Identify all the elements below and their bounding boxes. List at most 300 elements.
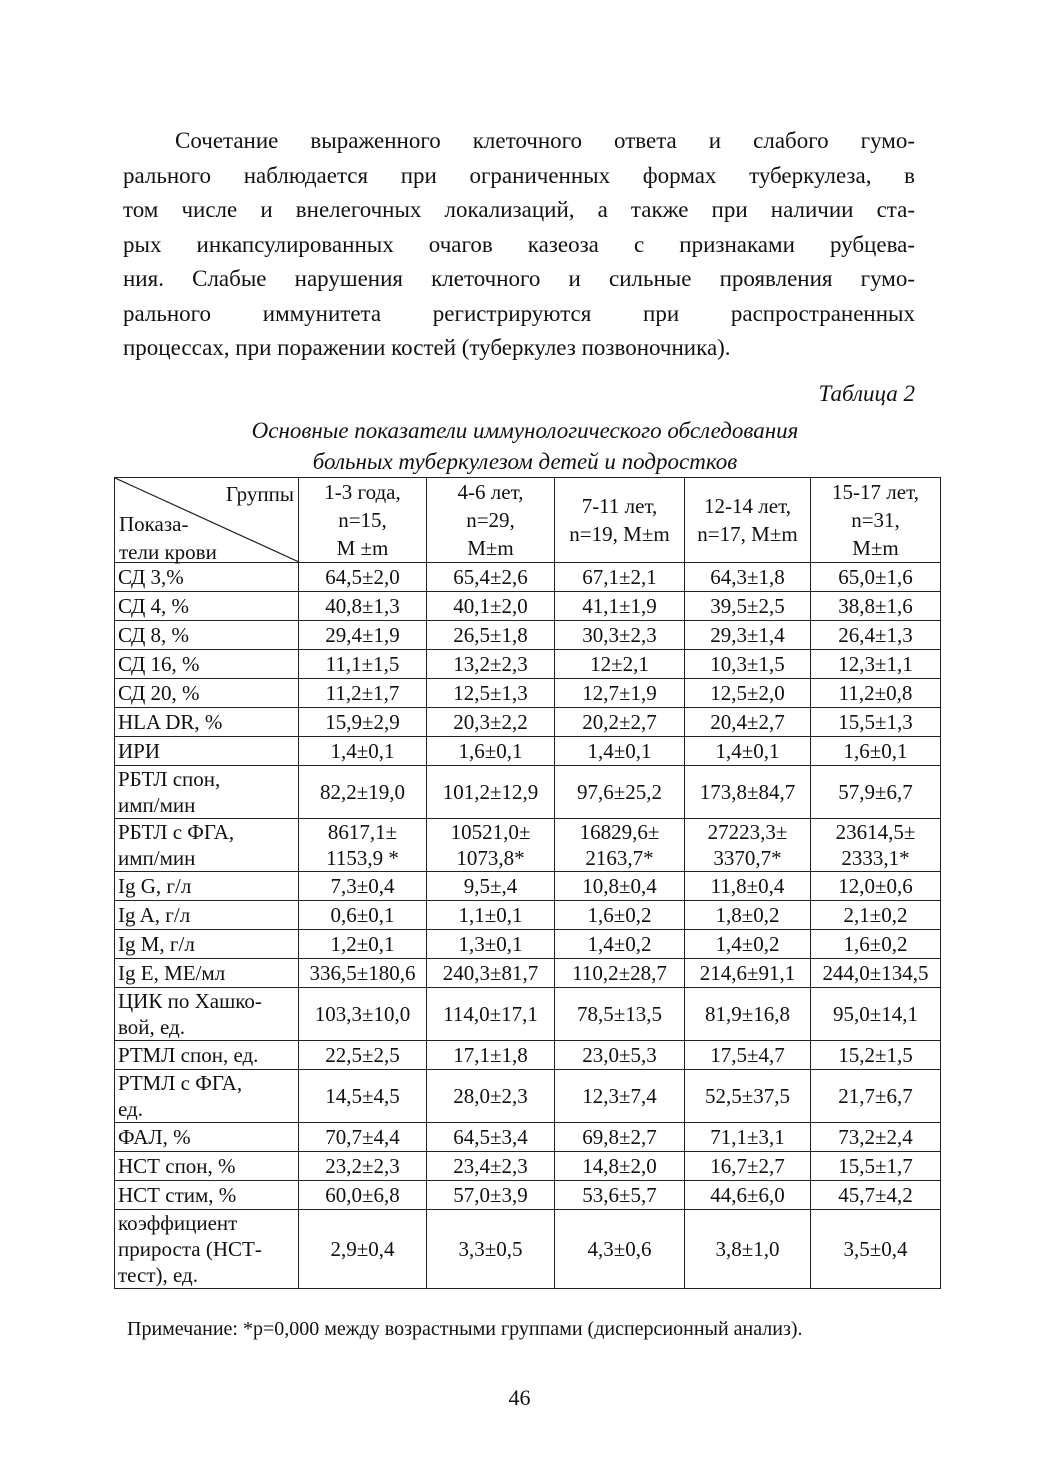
row-label-line: прироста (НСТ- <box>118 1237 262 1261</box>
value-cell <box>555 650 685 679</box>
value-cell <box>685 1070 811 1123</box>
row-label-cell <box>115 679 299 708</box>
value-line: 16,7±2,7 <box>710 1154 785 1178</box>
value-cell <box>427 872 555 901</box>
value-cell <box>299 766 427 819</box>
value-cell <box>685 563 811 592</box>
value-line: 103,3±10,0 <box>314 1002 411 1026</box>
table-row <box>115 819 941 872</box>
value-cell <box>685 1123 811 1152</box>
value-cell <box>299 1181 427 1210</box>
value-cell <box>811 737 941 766</box>
value-cell <box>811 1070 941 1123</box>
row-label-line: ИРИ <box>118 739 161 763</box>
value-cell <box>555 819 685 872</box>
value-cell <box>811 1210 941 1289</box>
table-row <box>115 1123 941 1152</box>
row-label-cell <box>115 1181 299 1210</box>
value-cell <box>427 708 555 737</box>
value-cell <box>555 592 685 621</box>
value-cell <box>811 708 941 737</box>
table-row <box>115 959 941 988</box>
column-header-line: M±m <box>852 536 899 560</box>
value-line: 65,0±1,6 <box>838 565 913 589</box>
value-cell <box>811 679 941 708</box>
table-row <box>115 592 941 621</box>
value-cell <box>299 1070 427 1123</box>
row-label-cell <box>115 930 299 959</box>
value-cell <box>555 1070 685 1123</box>
row-label-line: ФАЛ, % <box>118 1125 191 1149</box>
value-cell <box>685 819 811 872</box>
value-line: 23,0±5,3 <box>582 1043 657 1067</box>
value-line: 41,1±1,9 <box>582 594 657 618</box>
data-table <box>114 477 941 1289</box>
value-line: 14,8±2,0 <box>582 1154 657 1178</box>
table-title-line: Основные показатели иммунологического обследования <box>251 418 799 443</box>
column-header-line: n=19, M±m <box>569 522 670 546</box>
row-label-cell <box>115 737 299 766</box>
value-line: 57,9±6,7 <box>838 780 913 804</box>
value-cell <box>811 766 941 819</box>
paragraph-line: процессах, при поражении костей (туберкулез позвоночника). <box>123 335 731 360</box>
value-line: 29,3±1,4 <box>710 623 785 647</box>
table-header-row <box>115 478 941 563</box>
table-number: Таблица 2 <box>818 381 915 406</box>
value-cell <box>427 959 555 988</box>
body-paragraph <box>123 124 915 366</box>
value-cell <box>811 650 941 679</box>
value-line: 64,5±2,0 <box>325 565 400 589</box>
row-label-line: РБТЛ с ФГА, <box>118 820 235 844</box>
value-line: 20,2±2,7 <box>582 710 657 734</box>
row-label-cell <box>115 959 299 988</box>
row-label-line: Ig M, г/л <box>118 932 195 956</box>
value-line: 12,3±1,1 <box>838 652 913 676</box>
value-line: 10,8±0,4 <box>582 874 657 898</box>
value-cell <box>299 708 427 737</box>
value-cell <box>685 708 811 737</box>
value-cell <box>427 930 555 959</box>
column-header-line: 1-3 года, <box>324 480 401 504</box>
table-row <box>115 930 941 959</box>
value-cell <box>427 650 555 679</box>
value-line: 27223,3± <box>707 820 788 844</box>
value-cell <box>427 901 555 930</box>
value-cell <box>555 1210 685 1289</box>
row-label-line: СД 3,% <box>118 565 184 589</box>
table-row <box>115 737 941 766</box>
row-label-cell <box>115 1041 299 1070</box>
row-label-line: СД 4, % <box>118 594 190 618</box>
value-line: 1,6±0,2 <box>843 932 908 956</box>
row-label-cell <box>115 1123 299 1152</box>
value-line: 44,6±6,0 <box>710 1183 785 1207</box>
value-cell <box>685 930 811 959</box>
table-row <box>115 1070 941 1123</box>
value-line: 2333,1* <box>841 846 910 870</box>
value-cell <box>299 988 427 1041</box>
paragraph-line: рального иммунитета регистрируются при распространенных <box>123 300 915 326</box>
value-line: 1,4±0,2 <box>587 932 652 956</box>
value-cell <box>811 988 941 1041</box>
value-line: 22,5±2,5 <box>325 1043 400 1067</box>
value-line: 52,5±37,5 <box>704 1084 791 1108</box>
value-line: 17,1±1,8 <box>453 1043 528 1067</box>
value-line: 7,3±0,4 <box>330 874 395 898</box>
table-title <box>115 415 935 477</box>
row-label-line: HLA DR, % <box>118 710 223 734</box>
row-label-line: РТМЛ спон, ед. <box>118 1043 259 1067</box>
value-cell <box>555 621 685 650</box>
value-line: 12±2,1 <box>590 652 649 676</box>
value-line: 1,6±0,1 <box>458 739 523 763</box>
value-cell <box>427 621 555 650</box>
corner-groups-label: Группы <box>225 482 294 506</box>
column-header-line: M ±m <box>336 536 389 560</box>
value-line: 240,3±81,7 <box>442 961 539 985</box>
table-title-line: больных туберкулезом детей и подростков <box>312 449 738 474</box>
value-line: 1,1±0,1 <box>458 903 523 927</box>
value-cell <box>555 872 685 901</box>
row-label-cell <box>115 901 299 930</box>
row-label-line: НСТ спон, % <box>118 1154 236 1178</box>
value-line: 336,5±180,6 <box>309 961 416 985</box>
value-line: 23,2±2,3 <box>325 1154 400 1178</box>
row-label-line: СД 20, % <box>118 681 200 705</box>
value-line: 244,0±134,5 <box>822 961 929 985</box>
row-label-cell <box>115 1210 299 1289</box>
value-line: 23,4±2,3 <box>453 1154 528 1178</box>
value-line: 70,7±4,4 <box>325 1125 400 1149</box>
value-cell <box>427 1041 555 1070</box>
value-line: 2,9±0,4 <box>330 1237 395 1261</box>
column-header-line: 15-17 лет, <box>832 480 919 504</box>
table-row <box>115 679 941 708</box>
row-label-line: тест), ед. <box>118 1263 198 1287</box>
value-cell <box>427 1210 555 1289</box>
value-cell <box>299 1123 427 1152</box>
value-cell <box>811 563 941 592</box>
value-cell <box>811 621 941 650</box>
value-line: 28,0±2,3 <box>453 1084 528 1108</box>
value-line: 64,3±1,8 <box>710 565 785 589</box>
value-line: 1,3±0,1 <box>458 932 523 956</box>
value-cell <box>299 737 427 766</box>
value-line: 12,3±7,4 <box>582 1084 657 1108</box>
value-line: 110,2±28,7 <box>572 961 667 985</box>
value-cell <box>685 737 811 766</box>
paragraph-line: ния. Слабые нарушения клеточного и сильные проявления гумо- <box>123 266 915 291</box>
row-label-cell <box>115 621 299 650</box>
table-row <box>115 901 941 930</box>
value-line: 11,2±1,7 <box>325 681 400 705</box>
value-line: 13,2±2,3 <box>453 652 528 676</box>
column-header-line: n=29, <box>466 508 515 532</box>
value-cell <box>685 959 811 988</box>
value-line: 40,8±1,3 <box>325 594 400 618</box>
value-line: 15,5±1,7 <box>838 1154 913 1178</box>
value-line: 8617,1± <box>327 820 398 844</box>
value-cell <box>555 766 685 819</box>
column-header-line: 4-6 лет, <box>457 480 524 504</box>
value-line: 15,9±2,9 <box>325 710 400 734</box>
value-cell <box>685 901 811 930</box>
value-cell <box>427 819 555 872</box>
value-cell <box>427 679 555 708</box>
row-label-line: Ig G, г/л <box>118 874 192 898</box>
value-line: 1153,9 * <box>326 846 399 870</box>
value-line: 2163,7* <box>585 846 654 870</box>
value-line: 65,4±2,6 <box>453 565 528 589</box>
value-line: 1,2±0,1 <box>330 932 395 956</box>
value-line: 69,8±2,7 <box>582 1125 657 1149</box>
value-line: 21,7±6,7 <box>838 1084 913 1108</box>
table-row <box>115 563 941 592</box>
value-line: 3,3±0,5 <box>458 1237 523 1261</box>
row-label-line: коэффициент <box>118 1211 238 1235</box>
value-cell <box>811 901 941 930</box>
value-cell <box>811 930 941 959</box>
table-row <box>115 1152 941 1181</box>
column-header <box>685 478 811 563</box>
value-cell <box>555 708 685 737</box>
value-cell <box>427 592 555 621</box>
value-line: 97,6±25,2 <box>576 780 663 804</box>
value-line: 95,0±14,1 <box>832 1002 919 1026</box>
value-cell <box>685 679 811 708</box>
value-cell <box>555 1123 685 1152</box>
value-line: 9,5±,4 <box>463 874 518 898</box>
value-line: 0,6±0,1 <box>330 903 395 927</box>
value-line: 12,5±1,3 <box>453 681 528 705</box>
value-line: 4,3±0,6 <box>587 1237 652 1261</box>
value-cell <box>685 650 811 679</box>
value-cell <box>299 621 427 650</box>
value-line: 12,5±2,0 <box>710 681 785 705</box>
value-line: 73,2±2,4 <box>838 1125 913 1149</box>
value-cell <box>299 959 427 988</box>
value-line: 3,8±1,0 <box>715 1237 780 1261</box>
value-line: 15,5±1,3 <box>838 710 913 734</box>
value-cell <box>685 1210 811 1289</box>
value-line: 15,2±1,5 <box>838 1043 913 1067</box>
value-cell <box>811 872 941 901</box>
paragraph-line: рального наблюдается при ограниченных формах туберкулеза, в <box>123 162 915 188</box>
value-line: 17,5±4,7 <box>710 1043 785 1067</box>
paragraph-line: Сочетание выраженного клеточного ответа и слабого гумо- <box>175 128 915 153</box>
value-line: 1,4±0,1 <box>330 739 395 763</box>
value-line: 2,1±0,2 <box>843 903 908 927</box>
value-line: 10521,0± <box>450 820 531 844</box>
value-cell <box>685 1181 811 1210</box>
value-line: 11,8±0,4 <box>710 874 785 898</box>
value-cell <box>299 1152 427 1181</box>
table-row <box>115 1210 941 1289</box>
value-cell <box>555 1152 685 1181</box>
table-row <box>115 650 941 679</box>
value-line: 23614,5± <box>835 820 916 844</box>
value-line: 57,0±3,9 <box>453 1183 528 1207</box>
row-label-cell <box>115 1070 299 1123</box>
value-line: 1073,8* <box>456 846 525 870</box>
value-line: 1,6±0,2 <box>587 903 652 927</box>
value-line: 39,5±2,5 <box>710 594 785 618</box>
value-line: 214,6±91,1 <box>699 961 796 985</box>
value-line: 20,3±2,2 <box>453 710 528 734</box>
value-cell <box>299 592 427 621</box>
row-label-line: СД 8, % <box>118 623 190 647</box>
value-cell <box>299 563 427 592</box>
value-line: 26,4±1,3 <box>838 623 913 647</box>
row-label-cell <box>115 650 299 679</box>
value-cell <box>299 872 427 901</box>
table-row <box>115 1041 941 1070</box>
value-line: 45,7±4,2 <box>838 1183 913 1207</box>
row-label-cell <box>115 766 299 819</box>
column-header <box>811 478 941 563</box>
row-label-cell <box>115 872 299 901</box>
column-header-line: M±m <box>467 536 514 560</box>
row-label-line: РТМЛ с ФГА, <box>118 1071 243 1095</box>
table-row <box>115 872 941 901</box>
value-line: 26,5±1,8 <box>453 623 528 647</box>
value-line: 29,4±1,9 <box>325 623 400 647</box>
row-label-cell <box>115 988 299 1041</box>
value-line: 11,1±1,5 <box>325 652 400 676</box>
value-cell <box>555 930 685 959</box>
value-cell <box>299 930 427 959</box>
table-row <box>115 708 941 737</box>
row-label-cell <box>115 819 299 872</box>
value-cell <box>685 988 811 1041</box>
value-line: 3370,7* <box>713 846 782 870</box>
table-row <box>115 1181 941 1210</box>
value-line: 114,0±17,1 <box>443 1002 538 1026</box>
row-label-line: СД 16, % <box>118 652 200 676</box>
value-line: 81,9±16,8 <box>704 1002 791 1026</box>
value-cell <box>811 1152 941 1181</box>
value-cell <box>299 1041 427 1070</box>
value-cell <box>427 766 555 819</box>
column-header-line: 7-11 лет, <box>581 494 658 518</box>
column-header <box>427 478 555 563</box>
row-label-line: ед. <box>118 1097 143 1121</box>
value-cell <box>811 1041 941 1070</box>
page-number: 46 <box>508 1385 531 1410</box>
value-line: 1,4±0,1 <box>715 739 780 763</box>
row-label-line: вой, ед. <box>118 1015 185 1039</box>
value-cell <box>811 1181 941 1210</box>
table-body <box>115 563 941 1289</box>
value-line: 38,8±1,6 <box>838 594 913 618</box>
corner-indicators-label <box>119 510 217 566</box>
column-header-line: n=17, M±m <box>697 522 798 546</box>
value-line: 173,8±84,7 <box>699 780 796 804</box>
table-note: Примечание: *р=0,000 между возрастными группами (дисперсионный анализ). <box>127 1318 803 1340</box>
value-cell <box>555 988 685 1041</box>
row-label-line: Ig A, г/л <box>118 903 191 927</box>
value-cell <box>811 592 941 621</box>
value-cell <box>555 1181 685 1210</box>
value-line: 1,4±0,1 <box>587 739 652 763</box>
corner-indicators-line: тели крови <box>119 540 217 564</box>
value-cell <box>555 1041 685 1070</box>
value-cell <box>685 1152 811 1181</box>
value-cell <box>427 563 555 592</box>
value-cell <box>685 766 811 819</box>
value-cell <box>811 1123 941 1152</box>
column-header-line: n=15, <box>338 508 387 532</box>
row-label-line: НСТ стим, % <box>118 1183 237 1207</box>
row-label-line: имп/мин <box>118 793 196 817</box>
value-line: 67,1±2,1 <box>582 565 657 589</box>
value-line: 101,2±12,9 <box>442 780 539 804</box>
table-row <box>115 766 941 819</box>
value-cell <box>685 592 811 621</box>
value-cell <box>811 959 941 988</box>
row-label-line: Ig E, МЕ/мл <box>118 961 226 985</box>
value-cell <box>427 1123 555 1152</box>
row-label-line: РБТЛ спон, <box>118 767 221 791</box>
value-line: 30,3±2,3 <box>582 623 657 647</box>
value-cell <box>427 1152 555 1181</box>
value-cell <box>299 650 427 679</box>
value-line: 1,6±0,1 <box>843 739 908 763</box>
row-label-cell <box>115 563 299 592</box>
value-cell <box>555 959 685 988</box>
paragraph-line: рых инкапсулированных очагов казеоза с признаками рубцева- <box>123 231 915 257</box>
value-cell <box>555 679 685 708</box>
row-label-cell <box>115 708 299 737</box>
row-label-line: имп/мин <box>118 846 196 870</box>
value-cell <box>685 1041 811 1070</box>
value-cell <box>299 1210 427 1289</box>
value-cell <box>427 1181 555 1210</box>
value-cell <box>299 901 427 930</box>
value-line: 40,1±2,0 <box>453 594 528 618</box>
value-cell <box>555 737 685 766</box>
value-line: 64,5±3,4 <box>453 1125 528 1149</box>
value-line: 82,2±19,0 <box>319 780 406 804</box>
column-header <box>299 478 427 563</box>
value-line: 60,0±6,8 <box>325 1183 400 1207</box>
value-line: 1,4±0,2 <box>715 932 780 956</box>
value-line: 20,4±2,7 <box>710 710 785 734</box>
value-cell <box>427 988 555 1041</box>
value-cell <box>685 872 811 901</box>
value-cell <box>555 901 685 930</box>
column-header-line: n=31, <box>851 508 900 532</box>
value-line: 12,7±1,9 <box>582 681 657 705</box>
table-corner-cell <box>115 478 299 563</box>
corner-indicators-line: Показа- <box>119 512 189 536</box>
value-line: 16829,6± <box>579 820 660 844</box>
value-line: 11,2±0,8 <box>838 681 913 705</box>
table-row <box>115 988 941 1041</box>
value-cell <box>427 737 555 766</box>
value-line: 53,6±5,7 <box>582 1183 657 1207</box>
value-cell <box>299 679 427 708</box>
value-line: 71,1±3,1 <box>710 1125 785 1149</box>
value-line: 10,3±1,5 <box>710 652 785 676</box>
value-cell <box>427 1070 555 1123</box>
value-cell <box>299 819 427 872</box>
value-line: 78,5±13,5 <box>576 1002 663 1026</box>
row-label-line: ЦИК по Хашко- <box>118 989 262 1013</box>
column-header-line: 12-14 лет, <box>704 494 791 518</box>
value-line: 14,5±4,5 <box>325 1084 400 1108</box>
